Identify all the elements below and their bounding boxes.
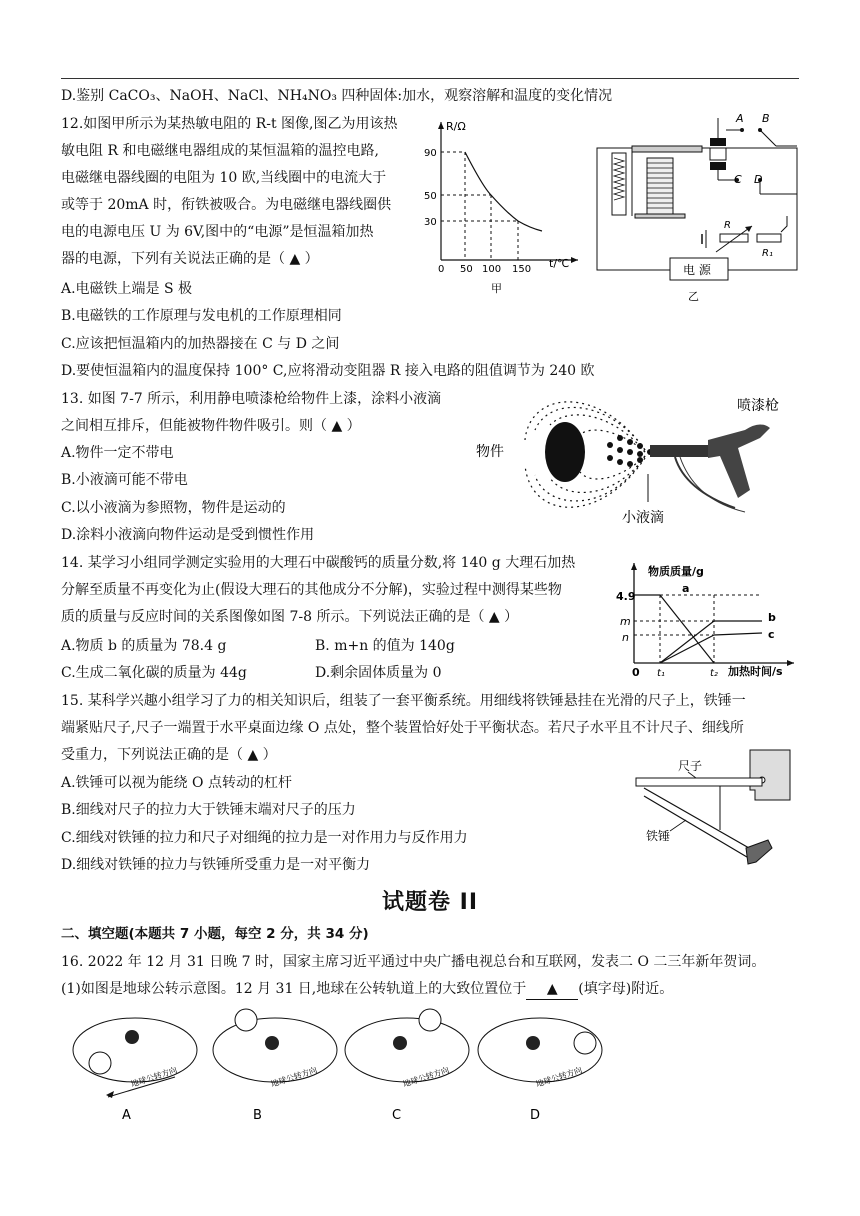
orbit-dir-text: 地球公转方向 (129, 1065, 179, 1089)
q11-option-d: D.鉴别 CaCO₃、NaOH、NaCl、NH₄NO₃ 四种固体:加水，观察溶解和温度的变化情况 (61, 88, 613, 104)
rt-xtick: 100 (482, 264, 502, 275)
q13-option-d: D.涂料小液滴向物件运动是受到惯性作用 (61, 527, 315, 543)
graph-y-mark: m (620, 615, 631, 628)
rt-xtick: 150 (512, 264, 532, 275)
q13-stem-line: 之间相互排斥，但能被物件物件吸引。则（ ▲ ） (61, 418, 361, 434)
q12-option-a: A.电磁铁上端是 S 极 (61, 281, 193, 297)
choice-d: D (530, 1108, 541, 1123)
rt-xlabel: t/℃ (549, 257, 570, 270)
orbit-diagram-a (73, 1018, 197, 1123)
q15-option-d: D.细线对铁锤的拉力与铁锤所受重力是一对平衡力 (61, 857, 371, 873)
curve-label-c: c (768, 628, 775, 641)
q13-stem-line: 13. 如图 7-7 所示，利用静电喷漆枪给物件上漆，涂料小液滴 (61, 391, 442, 407)
q12-option-b: B.电磁铁的工作原理与发电机的工作原理相同 (61, 308, 342, 324)
circuit-label-r: R (724, 220, 731, 231)
power-label: 电 源 (683, 263, 711, 277)
q16-stem: 16. 2022 年 12 月 31 日晚 7 时，国家主席习近平通过中央广播电视总台和互联网，发表二 O 二三年新年贺词。 (61, 954, 766, 970)
label-ruler: 尺子 (678, 759, 703, 773)
graph-ylabel: 物质质量/g (648, 565, 704, 578)
q12-stem-line: 电磁继电器线圈的电阻为 10 欧,当线圈中的电流大于 (61, 170, 387, 186)
answer-blank[interactable]: ▲ (526, 979, 578, 1000)
q12-option-d: D.要使恒温箱内的温度保持 100° C,应将滑动变阻器 R 接入电路的阻值调节为 240 欧 (61, 363, 595, 379)
q16-sub1-text: (1)如图是地球公转示意图。12 月 31 日,地球在公转轨道上的大致位置位于 (61, 981, 527, 997)
q15-option-c: C.细线对铁锤的拉力和尺子对细绳的拉力是一对作用力与反作用力 (61, 830, 468, 846)
rt-ytick: 90 (424, 148, 437, 159)
orbit-diagram-c (345, 1009, 469, 1123)
label-object: 物件 (476, 444, 504, 460)
circuit-caption: 乙 (688, 290, 699, 303)
spray-gun-figure (470, 390, 800, 538)
label-hammer: 铁锤 (646, 829, 671, 843)
graph-x-mark: t₂ (710, 668, 718, 679)
q12-option-c: C.应该把恒温箱内的加热器接在 C 与 D 之间 (61, 336, 340, 352)
q12-stem-line: 电的电源电压 U 为 6V,图中的“电源”是恒温箱加热 (61, 224, 374, 240)
q13-option-a: A.物件一定不带电 (61, 445, 174, 461)
q12-stem-line: 或等于 20mA 时，衔铁被吸合。为电磁继电器线圈供 (61, 197, 392, 213)
graph-x-mark: t₁ (657, 668, 665, 679)
relay-circuit (592, 108, 807, 308)
q13-option-c: C.以小液滴为参照物，物件是运动的 (61, 500, 286, 516)
choice-a: A (122, 1108, 131, 1123)
q14-option-d: D.剩余固体质量为 0 (315, 665, 442, 681)
q14-option-b: B. m+n 的值为 140g (315, 638, 455, 654)
q14-stem-line: 14. 某学习小组同学测定实验用的大理石中碳酸钙的质量分数,将 140 g 大理石加热 (61, 555, 576, 571)
q14-stem-line: 质的质量与反应时间的关系图像如图 7-8 所示。下列说法正确的是（ ▲ ） (61, 609, 519, 625)
circuit-label-r1: R₁ (762, 248, 773, 259)
rt-ytick: 50 (424, 191, 437, 202)
choice-b: B (253, 1108, 262, 1123)
orbit-diagram-d (478, 1018, 602, 1123)
curve-a (660, 595, 714, 663)
q15-stem-line: 15. 某科学兴趣小组学习了力的相关知识后，组装了一套平衡系统。用细线将铁锤悬挂在光滑的尺子上，铁锤一 (61, 693, 746, 709)
q12-stem-line: 敏电阻 R 和电磁继电器组成的某恒温箱的温控电路, (61, 143, 379, 159)
circuit-label-b: B (762, 112, 770, 125)
graph-y-mark: n (622, 631, 629, 644)
rt-curve (465, 152, 542, 231)
rt-xtick: 0 (438, 264, 445, 275)
orbit-dir-text: 地球公转方向 (534, 1065, 584, 1089)
circuit-label-c: C (734, 173, 742, 186)
q16-sub1 (61, 979, 673, 1000)
q12-stem-line: 器的电源，下列有关说法正确的是（ ▲ ） (61, 251, 319, 267)
curve-c (660, 635, 714, 663)
q15-option-a: A.铁锤可以视为能绕 O 点转动的杠杆 (61, 775, 292, 791)
rt-graph (418, 112, 583, 302)
section-heading: 二、填空题(本题共 7 小题，每空 2 分，共 34 分) (61, 926, 369, 942)
curve-label-a: a (682, 582, 690, 595)
graph-xlabel: 加热时间/s (728, 665, 783, 678)
orbit-diagram-b (213, 1009, 337, 1123)
orbit-dir-text: 地球公转方向 (269, 1065, 319, 1089)
rt-ytick: 30 (424, 217, 437, 228)
q15-stem-line: 端紧贴尺子,尺子一端置于水平桌面边缘 O 点处，整个装置恰好处于平衡状态。若尺子水平且不计尺子、细线所 (61, 720, 744, 736)
circuit-label-d: D (754, 173, 763, 186)
q15-option-b: B.细线对尺子的拉力大于铁锤末端对尺子的压力 (61, 802, 356, 818)
mass-time-graph (612, 555, 802, 680)
circuit-label-a: A (736, 112, 744, 125)
header-rule (61, 78, 799, 79)
choice-c: C (392, 1108, 402, 1123)
curve-label-b: b (768, 611, 776, 624)
q14-stem-line: 分解至质量不再变化为止(假设大理石的其他成分不分解)，实验过程中测得某些物 (61, 582, 562, 598)
paper-section-title: 试题卷 II (381, 890, 479, 915)
orbit-diagrams (70, 1005, 630, 1125)
q15-stem-line: 受重力，下列说法正确的是（ ▲ ） (61, 747, 277, 763)
q14-option-a: A.物质 b 的质量为 78.4 g (61, 638, 227, 654)
q16-sub1-tail: (填字母)附近。 (578, 981, 674, 997)
orbit-dir-text: 地球公转方向 (401, 1065, 451, 1089)
label-droplet: 小液滴 (622, 510, 664, 526)
hammer-figure (630, 740, 800, 870)
curve-b (660, 621, 714, 663)
graph-y-value: 4.9 (616, 590, 636, 603)
q14-option-c: C.生成二氧化碳的质量为 44g (61, 665, 247, 681)
rt-xtick: 50 (460, 264, 473, 275)
rt-ylabel: R/Ω (446, 120, 466, 133)
label-spray-gun: 喷漆枪 (737, 398, 779, 414)
q13-option-b: B.小液滴可能不带电 (61, 472, 188, 488)
q12-stem-line: 12.如图甲所示为某热敏电阻的 R-t 图像,图乙为用该热 (61, 116, 398, 132)
rt-caption: 甲 (491, 282, 502, 295)
graph-origin: 0 (632, 666, 640, 679)
